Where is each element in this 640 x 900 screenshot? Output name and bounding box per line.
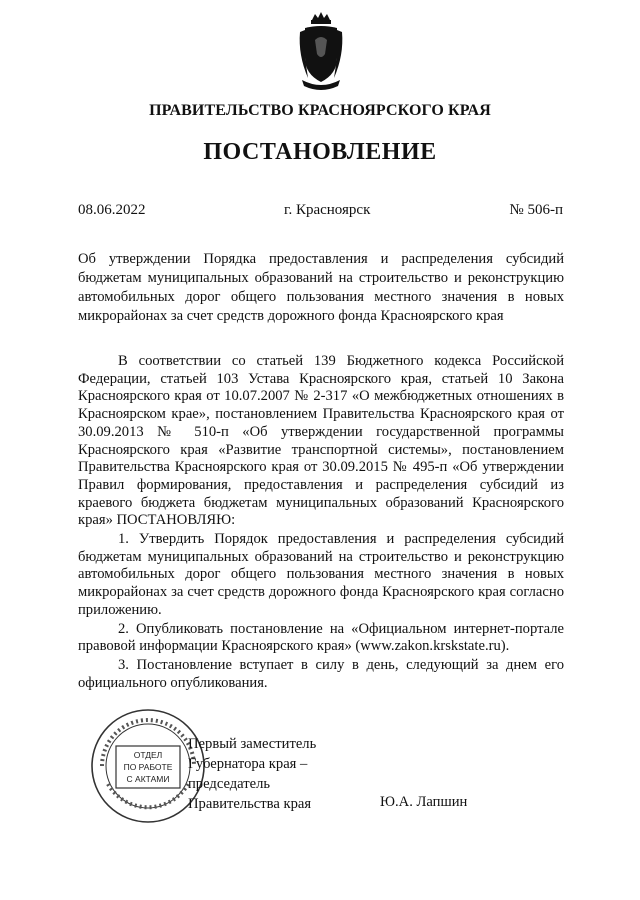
document-number: № 506-п: [509, 202, 563, 218]
position-line-1: Первый заместитель: [188, 736, 317, 752]
document-body: [78, 353, 564, 692]
stamp-line-3: С АКТАМИ: [126, 774, 170, 784]
coat-of-arms-icon: [296, 10, 346, 90]
position-line-3: председатель: [188, 776, 271, 792]
stamp-line-2: ПО РАБОТЕ: [123, 762, 173, 772]
document-city: г. Красноярск: [284, 202, 371, 218]
signatory-name: Ю.А. Лапшин: [380, 794, 468, 810]
signatory-position: [188, 734, 316, 814]
position-line-4: Правительства края: [188, 796, 312, 812]
position-line-2: Губернатора края –: [188, 756, 308, 772]
document-date: 08.06.2022: [78, 202, 146, 218]
document-type: ПОСТАНОВЛЕНИЕ: [203, 139, 437, 165]
preamble-paragraph: В соответствии со статьей 139 Бюджетного кодекса Российской Федерации, статьей 103 Устава Красноярского края, статьей 10 Закона Красноярского края от 10.07.2007 № 2-317 «О межбюджетных отношениях в Красноярском крае», постановлением Правительства Красноярского края от 30.09.2013 № 510-п «Об утверждении государственной программы Красноярского края «Развитие транспортной системы», постановлением Правительства Красноярского края от 30.09.2015 № 495-п «Об утверждении Правил формирования, предоставления и распределения субсидий из краевого бюджета бюджетам муниципальных образований Красноярского края» ПОСТАНОВЛЯЮ:: [78, 353, 564, 529]
clause-1: 1. Утвердить Порядок предоставления и распределения субсидий бюджетам муниципальных образований на строительство и реконструкцию автомобильных дорог общего пользования местного значения в новых микрорайонах за счет средств дорожного фонда Красноярского края согласно приложению.: [78, 531, 564, 618]
clause-2: 2. Опубликовать постановление на «Официальном интернет-портале правовой информации Красноярского края» (www.zakon.krskstate.ru).: [78, 620, 564, 655]
clause-3: 3. Постановление вступает в силу в день, следующий за днем его официального опубликования.: [78, 656, 564, 691]
government-name: ПРАВИТЕЛЬСТВО КРАСНОЯРСКОГО КРАЯ: [149, 102, 491, 119]
stamp-line-1: ОТДЕЛ: [133, 750, 163, 760]
document-title: Об утверждении Порядка предоставления и распределения субсидий бюджетам муниципальных образований на строительство и реконструкцию автомобильных дорог общего пользования местного значения в новых микрорайонах за счет средств дорожного фонда Красноярского края: [78, 251, 564, 324]
